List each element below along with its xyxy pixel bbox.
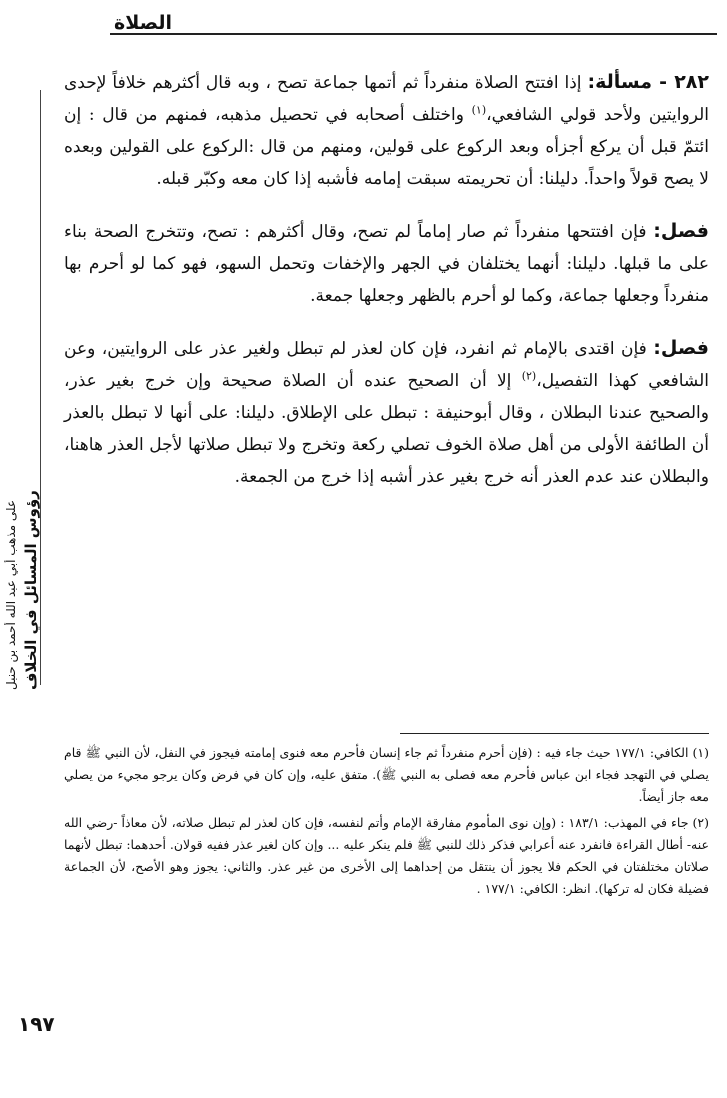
header-rule — [110, 33, 717, 35]
footnote-2: (٢) جاء في المهذب: ١٨٣/١ : (وإن نوى المأموم مفارقة الإمام وأتم لنفسه، فإن كان لعذر لم تبطل صلاته، لأن معاذاً -رضي الله عنه- أطال القراءة فانفرد عنه أعرابي فذكر ذلك للنبي ﷺ فلم ينكر عليه ... وإن كان لغير عذر ففيه قولان. أحدهما: تبطل لأنهما صلاتان مختلفتان في الحكم فلا يجوز أن ينتقل من إحداهما إلى الأخرى من غير عذر. والثاني: يجوز وهو الأصح، لأن الجماعة فضيلة فكان له تركها). انظر: الكافي: ١٧٧/١ . — [64, 815, 710, 896]
section-heading: فصل: — [653, 337, 709, 359]
chapter-title: الصلاة — [113, 12, 172, 34]
paragraph-text: واختلف أصحابه في تحصيل مذهبه، فمنهم من قال : إن ائتمّ قبل أن يركع أجزأه وبعد الركوع على قولين، ومنهم من قال :الركوع على القولين وبعده لا يصح قولاً واحداً. دليلنا: أن تحريمته سبقت إمامه فأشبه إذا كان معه وكبّر قبله. — [64, 105, 709, 189]
paragraph-text: فإن اقتدى بالإمام ثم انفرد، فإن كان لعذر لم تبطل ولغير عذر على الروايتين، وعن الشافعي كهذا التفصيل، — [64, 339, 709, 391]
page-number: ١٩٧ — [18, 1012, 55, 1036]
fasl-2 — [64, 332, 709, 493]
paragraph-text: فإن افتتحها منفرداً ثم صار إماماً لم تصح، وقال أكثرهم : تصح، وتتخرج الصحة بناء على ما قبلها. دليلنا: أنهما يختلفان في الجهر والإخفات وتحمل السهو، فهو كما لو أحرم بها منفرداً وجعلها جماعة، وكما لو أحرم بالظهر وجعلها جمعة. — [64, 222, 709, 306]
paragraph-text: إلا أن الصحيح عنده أن الصلاة صحيحة وإن خرج بغير عذر، والصحيح عندنا البطلان ، وقال أبوحنيفة : تبطل على الإطلاق. دليلنا: على أنها لا تبطل بالعذر أن الطائفة الأولى من أهل صلاة الخوف تصلي ركعة وتخرج ولا تبطل صلاتها لأجل العذر هاهنا، والبطلان عند عدم العذر أنه خرج بغير عذر أشبه إذا خرج من الجمعة. — [64, 371, 709, 487]
main-text — [64, 66, 709, 513]
masala-282 — [64, 66, 709, 195]
footnote-ref: (٢) — [521, 369, 537, 383]
section-heading: فصل: — [653, 220, 709, 242]
footnote-rule — [400, 733, 709, 734]
issue-heading: ٢٨٢ - مسألة: — [587, 71, 709, 93]
footnote-1: (١) الكافي: ١٧٧/١ حيث جاء فيه : (فإن أحرم منفرداً ثم جاء إنسان فأحرم معه فنوى إمامته فيجوز في النفل، لأن النبي ﷺ قام يصلي في التهجد فجاء ابن عباس فأحرم معه فصلى به النبي ﷺ). متفق عليه، وإن كان في فرض وكان يرجو مجيء من يصلي معه جاز أيضاً. — [64, 745, 709, 804]
book-subtitle-vertical: على مذهب أبي عبد الله أحمد بن حنبل — [4, 499, 18, 690]
footnotes — [64, 742, 709, 904]
book-title-vertical: رؤوس المسائل في الخلاف — [22, 490, 40, 690]
paragraph-text: إذا افتتح الصلاة منفرداً ثم أتمها جماعة تصح ، وبه قال أكثرهم خلافاً لإحدى الروايتين ولأحد قولي الشافعي، — [64, 73, 710, 125]
running-header — [110, 8, 717, 38]
fasl-1 — [64, 215, 709, 312]
footnote-ref: (١) — [471, 103, 487, 117]
